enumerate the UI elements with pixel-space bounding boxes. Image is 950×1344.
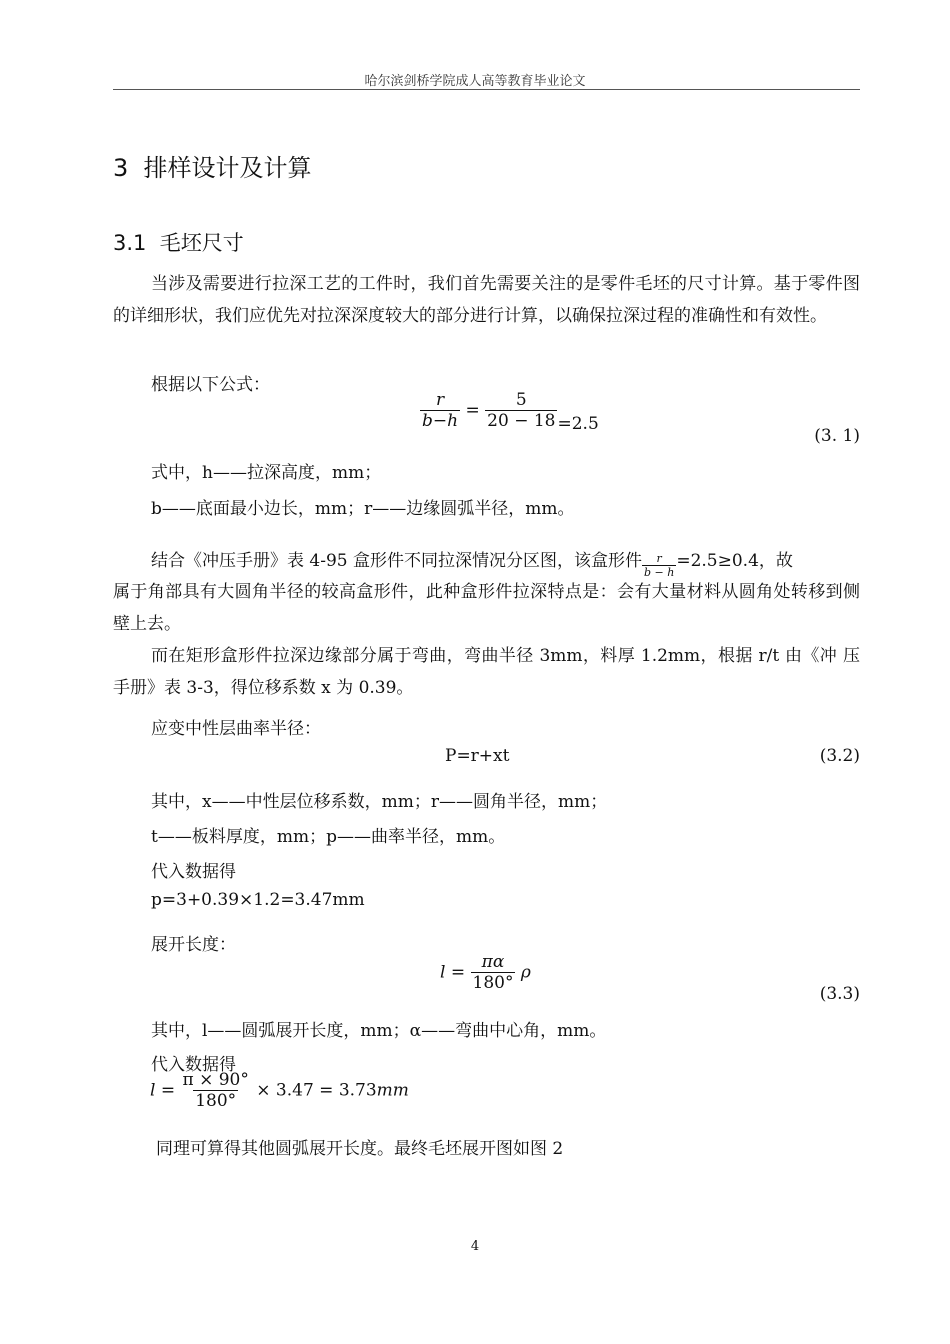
definition-l-alpha: 其中，l——圆弧展开长度，mm；α——弯曲中心角，mm。 [151, 1021, 607, 1041]
paragraph-box-features: 属于角部具有大圆角半径的较高盒形件，此种盒形件拉深特点是：会有大量材料从圆角处转移到侧壁上去。 [113, 582, 860, 634]
frac-numerator-2: 5 [515, 390, 527, 410]
equation-3-2: P=r+xt [445, 746, 510, 766]
eq3-denominator: 180° [472, 973, 514, 993]
eq3-numerator: πα [481, 952, 505, 972]
frac-denominator-2: 20 − 18 [487, 411, 556, 431]
frac-denominator: b−h [422, 411, 459, 431]
equation-3-1 [420, 390, 599, 434]
paragraph-reference-line [151, 546, 793, 579]
equals-sign: = [465, 400, 480, 421]
reference-text: 结合《冲压手册》表 4-95 盒形件不同拉深情况分区图，该盒形件 [151, 551, 642, 571]
equation-result: =2.5 [557, 414, 599, 434]
eq4-numerator: π × 90° [182, 1070, 249, 1090]
header-rule [113, 89, 860, 90]
fraction-pi-alpha [471, 952, 516, 993]
eq4-lhs: l [150, 1080, 156, 1101]
page-header: 哈尔滨剑桥学院成人高等教育毕业论文 [364, 74, 586, 89]
chapter-title: 排样设计及计算 [143, 154, 312, 182]
substitute-label: 代入数据得 [151, 862, 236, 882]
section-title: 毛坯尺寸 [159, 231, 244, 255]
fraction-pi-90 [181, 1070, 251, 1111]
definition-t-p: t——板料厚度，mm；p——曲率半径，mm。 [151, 827, 506, 847]
eq4-unit: mm [376, 1080, 409, 1101]
equation-arc-result [150, 1070, 409, 1111]
paragraph-intro: 当涉及需要进行拉深工艺的工件时，我们首先需要关注的是零件毛坯的尺寸计算。基于零件图的详细形状，我们应优先对拉深深度较大的部分进行计算，以确保拉深过程的准确性和有效性。 [113, 274, 860, 326]
equation-3-3 [440, 952, 531, 993]
paragraph-bending: 而在矩形盒形件拉深边缘部分属于弯曲，弯曲半径 3mm，料厚 1.2mm，根据 r/t 由《冲 压手册》表 3-3，得位移系数 x 为 0.39。 [113, 646, 860, 698]
eq3-lhs: l [440, 962, 446, 983]
equation-label-3-2: (3.2) [819, 746, 860, 766]
inline-fraction [642, 552, 676, 579]
rho-result: p=3+0.39×1.2=3.47mm [151, 890, 365, 910]
section-number: 3.1 [113, 231, 147, 255]
equation-label-3-3: (3.3) [819, 984, 860, 1004]
inline-frac-den: b − h [644, 566, 675, 579]
closing-sentence: 同理可算得其他圆弧展开长度。最终毛坯展开图如图 2 [156, 1139, 564, 1159]
arc-length-intro: 展开长度： [151, 935, 236, 955]
section-heading [113, 227, 244, 257]
substitute-label-2: 代入数据得 [151, 1055, 236, 1075]
inline-frac-num: r [656, 552, 662, 565]
eq3-equals: = [450, 962, 466, 983]
equation-label-3-1: (3. 1) [814, 426, 860, 446]
formula-intro: 根据以下公式： [151, 375, 270, 395]
eq4-rest: × 3.47 = 3.73 [256, 1080, 377, 1101]
eq4-equals: = [160, 1080, 176, 1101]
page-number: 4 [470, 1239, 480, 1254]
neutral-layer-intro: 应变中性层曲率半径： [151, 719, 321, 739]
chapter-heading [113, 148, 312, 183]
fraction-r-over-b-minus-h [420, 390, 460, 431]
frac-numerator: r [435, 390, 445, 410]
definition-b-r: b——底面最小边长，mm；r——边缘圆弧半径，mm。 [151, 499, 575, 519]
definition-x-r: 其中，x——中性层位移系数，mm；r——圆角半径，mm； [151, 792, 608, 812]
fraction-5-over-2 [485, 390, 557, 431]
chapter-number: 3 [113, 154, 129, 182]
reference-result: =2.5≥0.4，故 [676, 551, 793, 571]
definition-h: 式中，h——拉深高度，mm； [151, 463, 382, 483]
eq3-rho: ρ [520, 962, 531, 983]
eq4-denominator: 180° [195, 1091, 237, 1111]
